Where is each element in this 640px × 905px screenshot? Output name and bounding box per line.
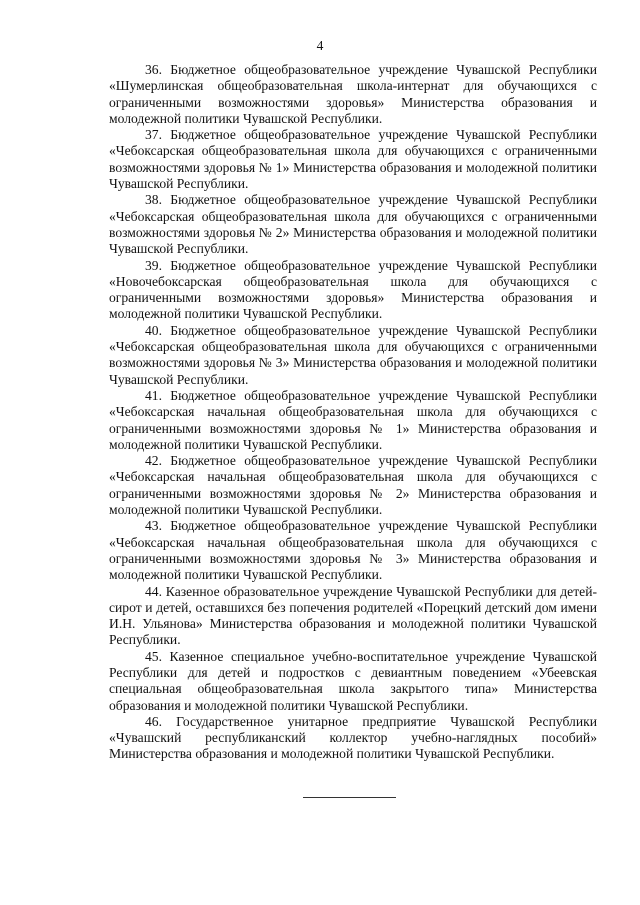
list-item-39: 39. Бюджетное общеобразовательное учреждение Чувашской Республики «Новочебоксарская общеобразовательная школа для обучающихся с ограниченными возможностями здоровья» Министерства образования и молодежной политики Чувашской Республики.: [109, 257, 597, 322]
page-number: 4: [316, 38, 324, 53]
list-item-38: 38. Бюджетное общеобразовательное учреждение Чувашской Республики «Чебоксарская общеобразовательная школа для обучающихся с ограниченными возможностями здоровья № 2» Министерства образования и молодежной политики Чувашской Республики.: [109, 192, 597, 257]
list-item-41: 41. Бюджетное общеобразовательное учреждение Чувашской Республики «Чебоксарская начальная общеобразовательная школа для обучающихся с ограниченными возможностями здоровья № 1» Министерства образования и молодежной политики Чувашской Республики.: [109, 387, 597, 452]
list-item-36: 36. Бюджетное общеобразовательное учреждение Чувашской Республики «Шумерлинская общеобразовательная школа-интернат для обучающихся с ограниченными возможностями здоровья» Министерства образования и молодежной политики Чувашской Республики.: [109, 62, 597, 126]
list-item-44: 44. Казенное образовательное учреждение Чувашской Республики для детей-сирот и детей, оставшихся без попечения родителей «Порецкий детский дом имени И.Н. Ульянова» Министерства образования и молодежной политики Чувашской Республики.: [109, 583, 597, 648]
document-body: [109, 62, 597, 763]
list-item-45: 45. Казенное специальное учебно-воспитательное учреждение Чувашской Республики для детей и подростков с девиантным поведением «Убеевская специальная общеобразовательная школа закрытого типа» Министерства образования и молодежной политики Чувашской Республики.: [109, 648, 597, 713]
list-item-43: 43. Бюджетное общеобразовательное учреждение Чувашской Республики «Чебоксарская начальная общеобразовательная школа для обучающихся с ограниченными возможностями здоровья № 3» Министерства образования и молодежной политики Чувашской Республики.: [109, 518, 597, 583]
end-separator-line: [303, 797, 396, 798]
list-item-46: 46. Государственное унитарное предприятие Чувашской Республики «Чувашский республиканский коллектор учебно-наглядных пособий» Министерства образования и молодежной политики Чувашской Республики.: [109, 713, 597, 762]
list-item-37: 37. Бюджетное общеобразовательное учреждение Чувашской Республики «Чебоксарская общеобразовательная школа для обучающихся с ограниченными возможностями здоровья № 1» Министерства образования и молодежной политики Чувашской Республики.: [109, 127, 597, 192]
list-item-40: 40. Бюджетное общеобразовательное учреждение Чувашской Республики «Чебоксарская общеобразовательная школа для обучающихся с ограниченными возможностями здоровья № 3» Министерства образования и молодежной политики Чувашской Республики.: [109, 322, 597, 387]
list-item-42: 42. Бюджетное общеобразовательное учреждение Чувашской Республики «Чебоксарская начальная общеобразовательная школа для обучающихся с ограниченными возможностями здоровья № 2» Министерства образования и молодежной политики Чувашской Республики.: [109, 453, 597, 518]
